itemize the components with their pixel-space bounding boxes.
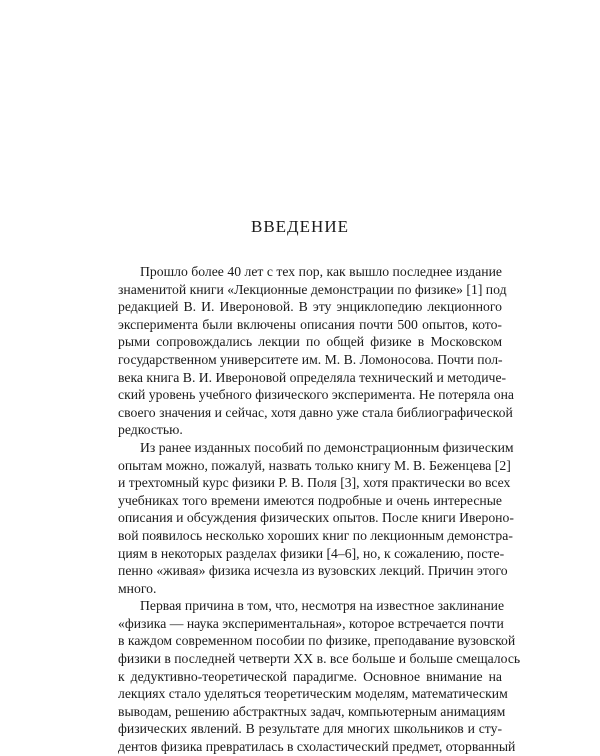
- text-line: к дедуктивно-теоретической парадигме. Основное внимание на: [118, 668, 502, 684]
- text-line: эксперимента были включены описания почти 500 опытов, кото-: [118, 316, 502, 332]
- text-line: Из ранее изданных пособий по демонстрационным физическим: [140, 439, 514, 455]
- text-line: физических явлений. В результате для многих школьников и сту-: [118, 721, 502, 737]
- paragraph-2: [118, 439, 514, 597]
- text-line: пенно «живая» физика исчезла из вузовских лекций. Причин этого: [118, 563, 508, 579]
- chapter-heading: ВВЕДЕНИЕ: [251, 217, 349, 236]
- text-line: в каждом современном пособии по физике, преподавание вузовской: [118, 633, 516, 649]
- paragraph-3: [118, 597, 521, 755]
- text-line: века книга В. И. Ивероновой определяла технический и методиче-: [118, 369, 507, 385]
- paragraph-1: [118, 263, 514, 439]
- text-line: физики в последней четверти XX в. все больше и больше смещалось: [118, 651, 521, 667]
- text-line: «физика — наука экспериментальная», которое встречается почти: [118, 615, 504, 631]
- text-line: редакцией В. И. Ивероновой. В эту энциклопедию лекционного: [118, 299, 502, 315]
- text-line: и трехтомный курс физики Р. В. Поля [3], хотя практически во всех: [118, 475, 511, 491]
- text-line: ский уровень учебного физического эксперимента. Не потеряла она: [118, 387, 514, 403]
- text-line: вой появилось несколько хороших книг по лекционным демонстра-: [118, 527, 513, 543]
- text-line: знаменитой книги «Лекционные демонстрации по физике» [1] под: [118, 281, 507, 297]
- text-line: учебниках того времени имеются подробные и очень интересные: [118, 492, 502, 508]
- text-line: циям в некоторых разделах физики [4–6], но, к сожалению, посте-: [118, 545, 505, 561]
- text-line: своего значения и сейчас, хотя давно уже стала библиографической: [118, 404, 513, 420]
- body-text: [118, 263, 521, 756]
- text-line: выводам, решению абстрактных задач, компьютерным анимациям: [118, 703, 506, 719]
- text-line: редкостью.: [118, 422, 183, 438]
- text-line: рыми сопровождались лекции по общей физике в Московском: [118, 334, 502, 350]
- text-line: Прошло более 40 лет с тех пор, как вышло последнее издание: [140, 264, 502, 279]
- text-line: опытам можно, пожалуй, назвать только книгу М. В. Беженцева [2]: [118, 457, 511, 473]
- text-line: описания и обсуждения физических опытов. После книги Иверонo-: [118, 510, 514, 526]
- text-line: дентов физика превратилась в схоластический предмет, оторванный: [118, 739, 516, 755]
- text-line: государственном университете им. М. В. Ломоносова. Почти пол-: [118, 351, 503, 367]
- text-line: Первая причина в том, что, несмотря на известное заклинание: [140, 598, 505, 614]
- text-line: лекциях стало уделяться теоретическим моделям, математическим: [118, 686, 508, 702]
- text-line: много.: [118, 580, 157, 596]
